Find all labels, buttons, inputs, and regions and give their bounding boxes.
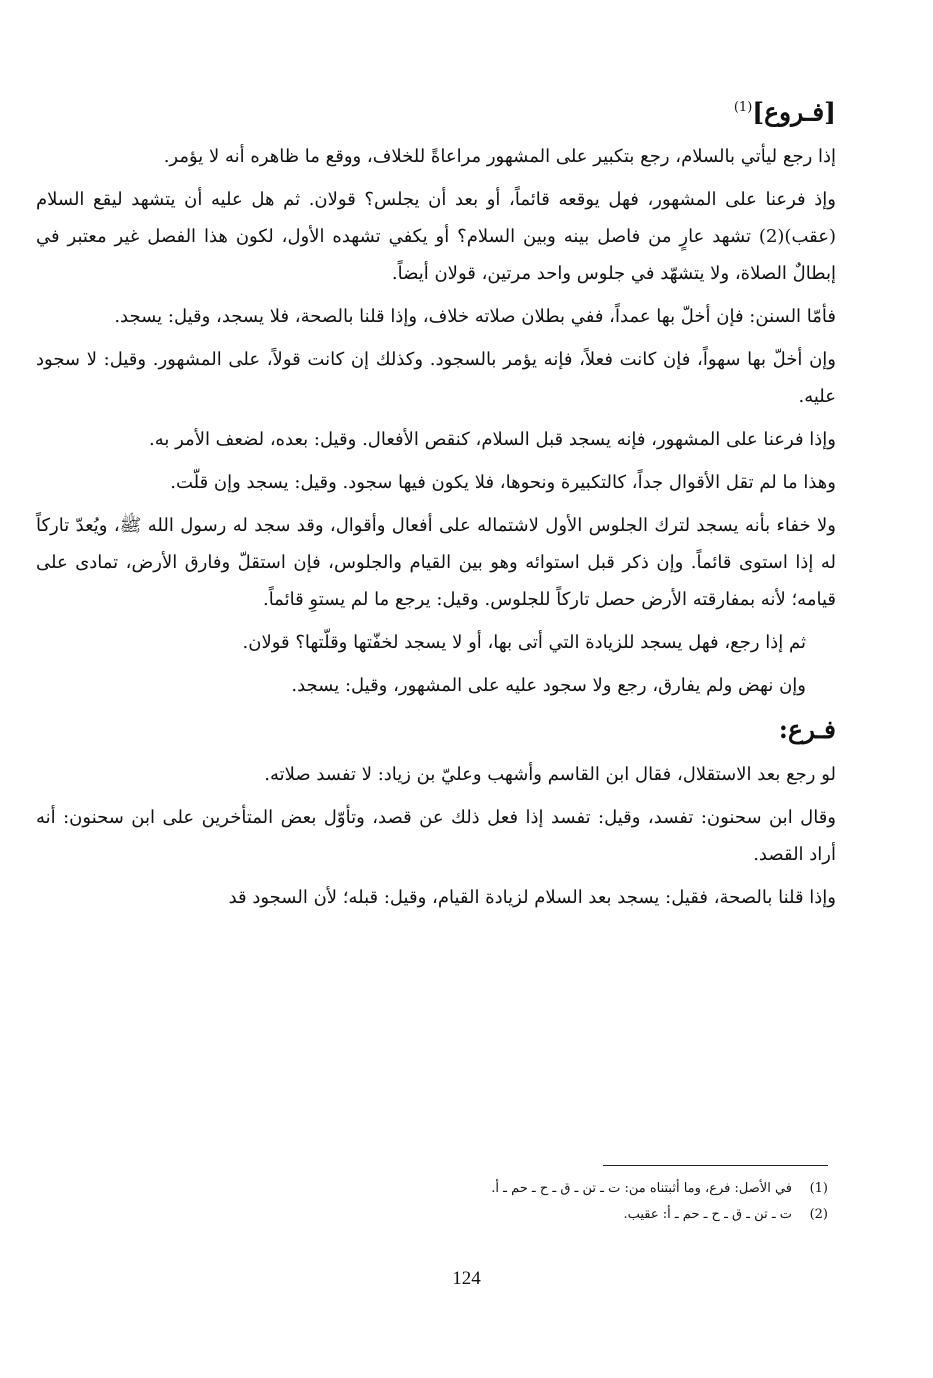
- paragraph: وإذا فرعنا على المشهور، فإنه يسجد قبل السلام، كنقص الأفعال. وقيل: بعده، لضعف الأمر به.: [149, 429, 836, 451]
- footnotes: [328, 1176, 828, 1228]
- subsection-heading: فـرع:: [778, 715, 836, 745]
- paragraph: وإذ فرعنا على المشهور، فهل يوقعه قائماً، أو بعد أن يجلس؟ قولان. ثم هل عليه أن يتشهد ليقع السلام (عقب)(2) تشهد عارٍ من فاصل بينه وبين السلام؟ أو يكفي تشهده الأول، لكون هذا الفصل غير معتبر في إبطالٌ الصلاة، ولا يتشهّد في جلوس واحد مرتين، قولان أيضاً.: [36, 189, 836, 285]
- section-heading-text: [فـروع]: [752, 97, 836, 127]
- paragraph: لو رجع بعد الاستقلال، فقال ابن القاسم وأشهب وعليّ بن زياد: لا تفسد صلاته.: [264, 764, 836, 786]
- section-heading: [36, 88, 836, 132]
- footnote: [328, 1176, 828, 1202]
- footnote-number: (1): [809, 1181, 828, 1196]
- footnote-text: ت ـ تن ـ ق ـ ح ـ حم ـ أ: عقيب.: [623, 1207, 792, 1222]
- paragraph: ولا خفاء بأنه يسجد لترك الجلوس الأول لاشتماله على أفعال وأقوال، وقد سجد له رسول الله ﷺ، ويُعدّ تاركاً له إذا استوى قائماً. وإن ذكر قبل استوائه وهو بين القيام والجلوس، فإن استقلّ وفارق الأرض، تمادى على قيامه؛ لأنه بمفارقته الأرض حصل تاركاً للجلوس. وقيل: يرجع ما لم يستوِ قائماً.: [36, 515, 836, 611]
- footnote-ref: (1): [733, 100, 753, 115]
- paragraph: وقال ابن سحنون: تفسد، وقيل: تفسد إذا فعل ذلك عن قصد، وتأوّل بعض المتأخرين على ابن سحنون: أنه أراد القصد.: [36, 807, 836, 866]
- paragraph: فأمّا السنن: فإن أخلّ بها عمداً، ففي بطلان صلاته خلاف، وإذا قلنا بالصحة، فلا يسجد، وقيل: يسجد.: [114, 306, 836, 328]
- paragraph: وهذا ما لم تقل الأقوال جداً، كالتكبيرة ونحوها، فلا يكون فيها سجود. وقيل: يسجد وإن قلّت.: [170, 472, 836, 494]
- footnote-number: (2): [809, 1207, 828, 1222]
- footnote-divider: [603, 1165, 828, 1166]
- footnote: [328, 1202, 828, 1228]
- page-number: 124: [452, 1268, 481, 1289]
- paragraph: إذا رجع ليأتي بالسلام، رجع بتكبير على المشهور مراعاةً للخلاف، ووقع ما ظاهره أنه لا يؤمر.: [163, 146, 836, 168]
- paragraph: وإن أخلّ بها سهواً، فإن كانت فعلاً، فإنه يؤمر بالسجود. وكذلك إن كانت قولاً، على المشهور. وقيل: لا سجود عليه.: [36, 349, 836, 408]
- page-body: [36, 88, 836, 922]
- indented-paragraph: وإن نهض ولم يفارق، رجع ولا سجود عليه على المشهور، وقيل: يسجد.: [291, 675, 806, 697]
- indented-paragraph: ثم إذا رجع، فهل يسجد للزيادة التي أتى بها، أو لا يسجد لخفّتها وقلّتها؟ قولان.: [242, 632, 806, 654]
- paragraph: وإذا قلنا بالصحة، فقيل: يسجد بعد السلام لزيادة القيام، وقيل: قبله؛ لأن السجود قد: [228, 887, 836, 909]
- footnote-text: في الأصل: فرع، وما أثبتناه من: ت ـ تن ـ ق ـ ح ـ حم ـ أ.: [491, 1181, 792, 1196]
